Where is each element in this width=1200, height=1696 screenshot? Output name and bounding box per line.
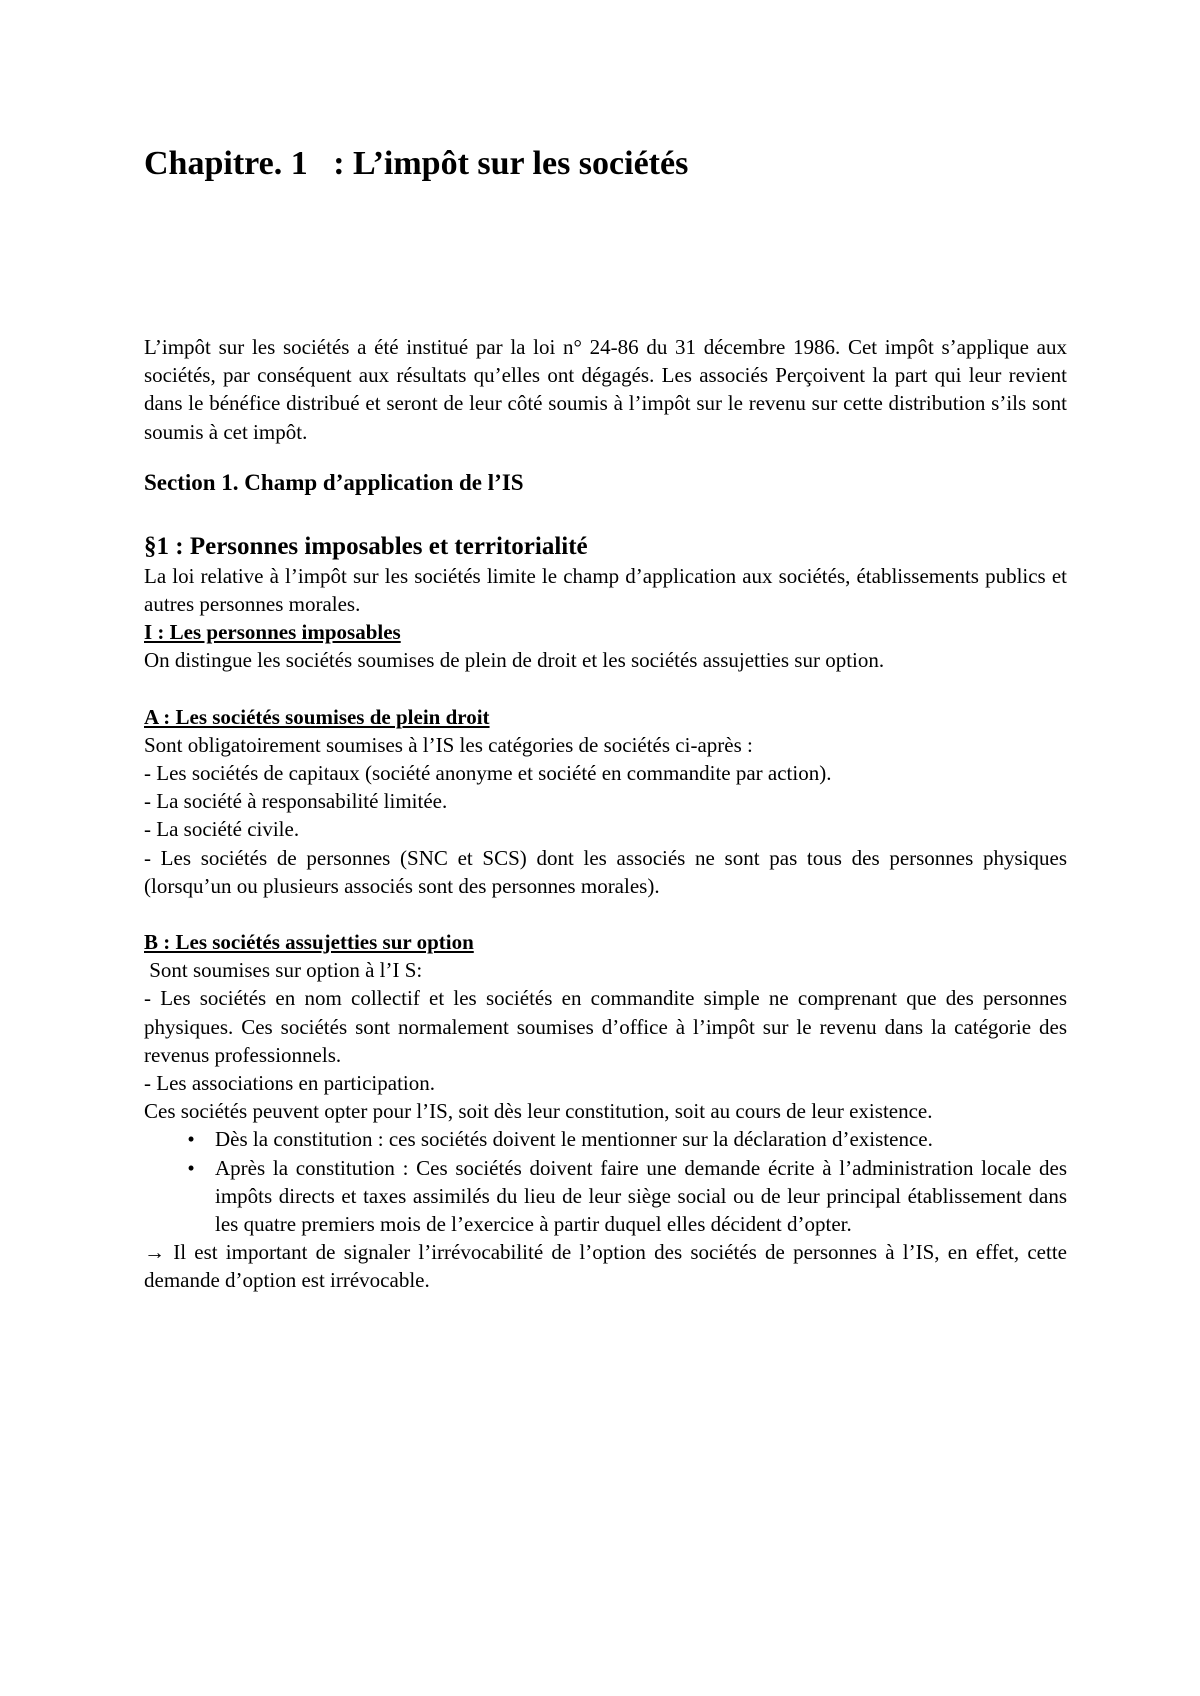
option-text: Ces sociétés peuvent opter pour l’IS, soit dès leur constitution, soit au cours de leur existence.: [144, 1099, 933, 1124]
subsection-a-intro: Sont obligatoirement soumises à l’IS les catégories de sociétés ci-après :: [144, 732, 753, 757]
option-bullet-list: [144, 1125, 1067, 1238]
list-item: - La société civile.: [144, 817, 300, 842]
list-item: - Les sociétés en nom collectif et les sociétés en commandite simple ne comprenant que des personnes physiques. Ces sociétés sont normalement soumises d’office à l’impôt sur le revenu dans la catégorie des revenus professionnels.: [144, 986, 1067, 1067]
paragraph-title: §1 : Personnes imposables et territorialité: [144, 532, 588, 560]
list-item: - La société à responsabilité limitée.: [144, 789, 448, 814]
bullet-item: [144, 1125, 1067, 1153]
bullet-item: [144, 1154, 1067, 1239]
document-body: [144, 333, 1067, 1295]
list-item: - Les sociétés de capitaux (société anonyme et société en commandite par action).: [144, 761, 832, 786]
bullet-text: Après la constitution : Ces sociétés doivent faire une demande écrite à l’administration locale des impôts directs et taxes assimilés du lieu de leur siège social ou de leur principal établissement dans les quatre premiers mois de l’exercice à partir duquel elles décident d’opter.: [215, 1155, 1067, 1237]
bullet-icon: •: [187, 1155, 195, 1180]
list-item: - Les sociétés de personnes (SNC et SCS) dont les associés ne sont pas tous des personnes physiques (lorsqu’un ou plusieurs associés sont des personnes morales).: [144, 845, 1067, 898]
subsection-b-intro: Sont soumises sur option à l’I S:: [144, 958, 423, 983]
conclusion-text: → Il est important de signaler l’irrévocabilité de l’option des sociétés de personnes à l’IS, en effet, cette demande d’option est irrévocable.: [144, 1240, 1067, 1293]
subsection-i-title: I : Les personnes imposables: [144, 620, 401, 645]
list-item: - Les associations en participation.: [144, 1071, 435, 1096]
paragraph-text: La loi relative à l’impôt sur les sociétés limite le champ d’application aux sociétés, établissements publics et autres personnes morales.: [144, 563, 1067, 617]
subsection-i-text: On distingue les sociétés soumises de plein de droit et les sociétés assujetties sur option.: [144, 648, 885, 673]
intro-paragraph: L’impôt sur les sociétés a été institué par la loi n° 24-86 du 31 décembre 1986. Cet impôt s’applique aux sociétés, par conséquent aux résultats qu’elles ont dégagés. Les associés Perçoivent la part qui leur revient dans le bénéfice distribué et seront de leur côté soumis à l’impôt sur le revenu sur cette distribution s’ils sont soumis à cet impôt.: [144, 335, 1067, 444]
subsection-b-title: B : Les sociétés assujetties sur option: [144, 930, 474, 955]
chapter-title: Chapitre. 1 : L’impôt sur les sociétés: [144, 145, 689, 182]
section-title: Section 1. Champ d’application de l’IS: [144, 469, 524, 495]
bullet-text: Dès la constitution : ces sociétés doivent le mentionner sur la déclaration d’existence.: [215, 1127, 933, 1152]
bullet-icon: •: [187, 1127, 195, 1152]
subsection-a-title: A : Les sociétés soumises de plein droit: [144, 704, 490, 729]
